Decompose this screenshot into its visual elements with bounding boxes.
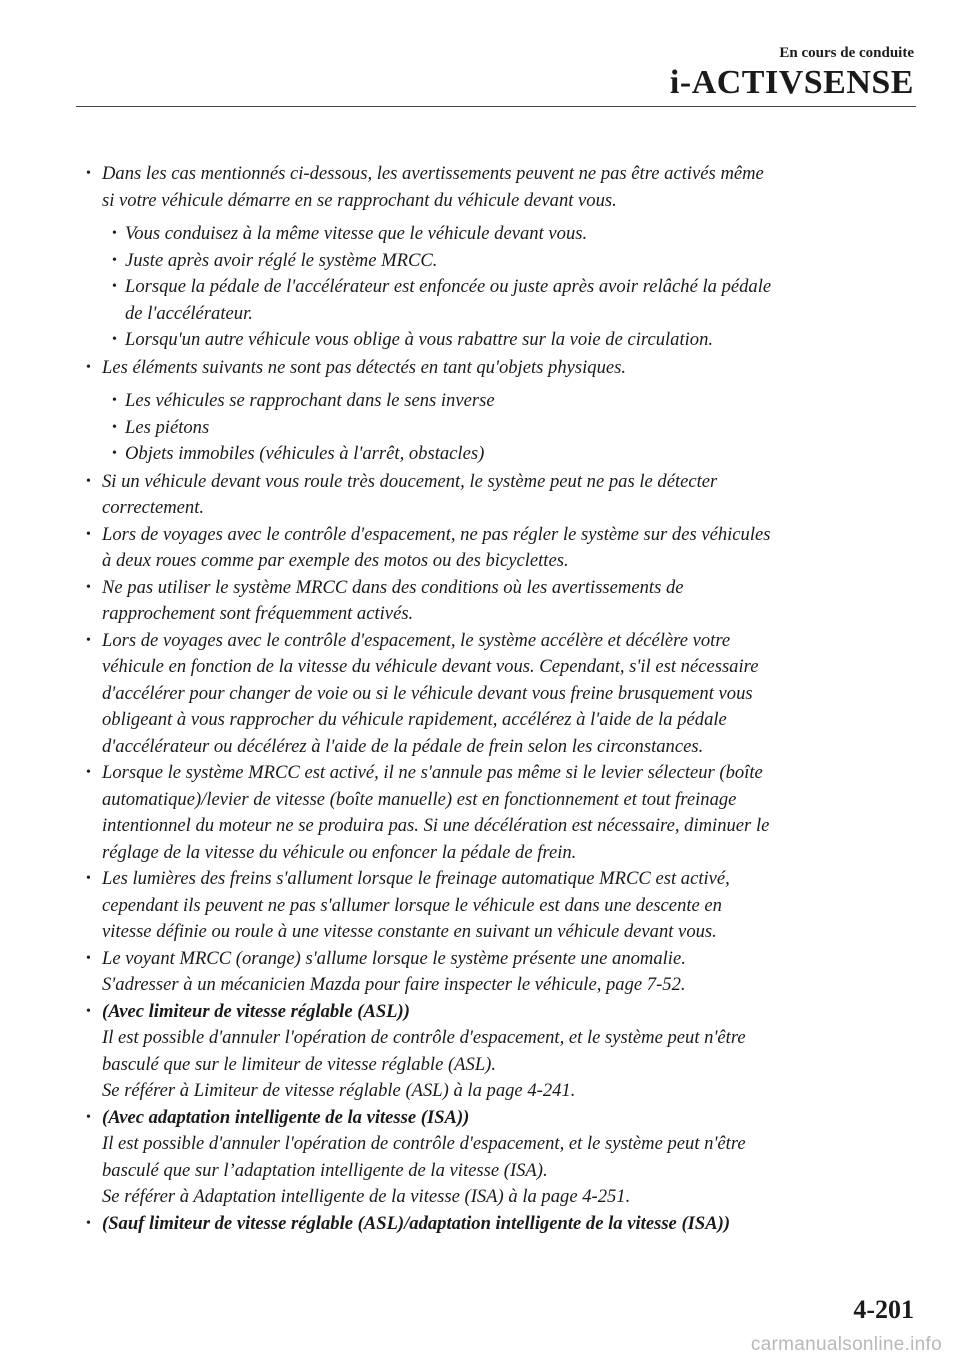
bullet-item (86, 575, 918, 628)
sub-bullet-item (112, 441, 918, 468)
text-line: de l'accélérateur. (125, 302, 253, 324)
bullet-title: (Avec adaptation intelligente de la vitesse (ISA)) (102, 1106, 470, 1128)
text-line: Ne pas utiliser le système MRCC dans des conditions où les avertissements de (102, 576, 684, 598)
text-line: Se référer à Limiteur de vitesse réglable (ASL) à la page 4-241. (102, 1080, 576, 1101)
sub-bullet-item (112, 221, 918, 248)
bullet-item (86, 760, 918, 866)
text-line: vitesse définie ou roule à une vitesse constante en suivant un véhicule devant vous. (102, 921, 717, 942)
text-line: Si un véhicule devant vous roule très doucement, le système peut ne pas le détecter (102, 470, 718, 492)
bullet-dot-icon: • (112, 279, 117, 294)
text-line: correctement. (102, 497, 205, 518)
bullet-title: (Sauf limiteur de vitesse réglable (ASL)/adaptation intelligente de la vitesse (ISA)) (102, 1212, 731, 1234)
sub-bullet-item (112, 327, 918, 354)
bullet-dot-icon: • (86, 950, 91, 966)
text-line: Les véhicules se rapprochant dans le sens inverse (125, 390, 495, 411)
text-line: Se référer à Adaptation intelligente de la vitesse (ISA) à la page 4-251. (102, 1186, 631, 1207)
watermark: carmanualsonline.info (750, 1334, 942, 1355)
text-line: d'accélérateur ou décélérez à l'aide de la pédale de frein selon les circonstances. (102, 735, 704, 757)
text-line: Dans les cas mentionnés ci-dessous, les avertissements peuvent ne pas être activés même (102, 163, 764, 184)
bullet-item (86, 866, 918, 946)
bullet-item (86, 946, 918, 999)
bullet-dot-icon: • (86, 871, 91, 886)
bullet-item (86, 628, 918, 761)
text-line: S'adresser à un mécanicien Mazda pour faire inspecter le véhicule, page 7-52. (102, 974, 686, 995)
text-line: Lorsqu'un autre véhicule vous oblige à vous rabattre sur la voie de circulation. (125, 329, 714, 350)
bullet-item (86, 522, 918, 575)
text-line: Les éléments suivants ne sont pas détectés en tant qu'objets physiques. (102, 356, 627, 378)
bullet-dot-icon: • (86, 166, 91, 181)
text-line: basculé que sur l’adaptation intelligente de la vitesse (ISA). (102, 1159, 548, 1181)
text-line: Vous conduisez à la même vitesse que le véhicule devant vous. (125, 223, 588, 244)
bullet-dot-icon: • (112, 226, 117, 241)
text-line: à deux roues comme par exemple des motos ou des bicyclettes. (102, 550, 569, 571)
text-line: Il est possible d'annuler l'opération de contrôle d'espacement, et le système peut n'être (102, 1027, 746, 1048)
bullet-dot-icon: • (112, 332, 117, 347)
bullet-item (86, 469, 918, 522)
bullet-item (86, 1211, 918, 1238)
bullet-dot-icon: • (86, 473, 91, 489)
text-line: Juste après avoir réglé le système MRCC. (125, 249, 438, 271)
text-line: si votre véhicule démarre en se rapprochant du véhicule devant vous. (102, 189, 617, 211)
bullet-dot-icon: • (86, 1109, 91, 1125)
bullet-dot-icon: • (86, 632, 91, 648)
text-line: Lorsque le système MRCC est activé, il ne s'annule pas même si le levier sélecteur (boîte (102, 762, 763, 783)
text-line: Les lumières des freins s'allument lorsque le freinage automatique MRCC est activé, (102, 868, 730, 889)
text-line: Il est possible d'annuler l'opération de contrôle d'espacement, et le système peut n'être (102, 1133, 746, 1154)
bullet-dot-icon: • (86, 526, 91, 542)
bullet-item (86, 161, 918, 214)
sub-bullet-item (112, 388, 918, 415)
header-rule (76, 106, 916, 107)
main-content (86, 161, 918, 1237)
page-number: 4-201 (853, 1295, 914, 1324)
text-line: obligeant à vous rapprocher du véhicule rapidement, accélérez à l'aide de la pédale (102, 709, 727, 730)
bullet-dot-icon: • (112, 393, 117, 408)
bullet-item (86, 355, 918, 382)
text-line: d'accélérer pour changer de voie ou si le véhicule devant vous freine brusquement vous (102, 682, 753, 704)
sub-bullet-item (112, 248, 918, 275)
text-line: automatique)/levier de vitesse (boîte manuelle) est en fonctionnement et tout freinage (102, 788, 737, 810)
bullet-dot-icon: • (86, 765, 91, 780)
text-line: Les piétons (125, 416, 210, 438)
bullet-dot-icon: • (86, 1003, 91, 1019)
text-line: Lors de voyages avec le contrôle d'espacement, le système accélère et décélère votre (102, 629, 731, 651)
page-header (670, 44, 914, 102)
text-line: cependant ils peuvent ne pas s'allumer lorsque le véhicule est dans une descente en (102, 894, 722, 916)
text-line: rapprochement sont fréquemment activés. (102, 603, 414, 624)
bullet-item (86, 999, 918, 1105)
sub-bullet-item (112, 415, 918, 442)
bullet-dot-icon: • (112, 419, 117, 435)
text-line: Lors de voyages avec le contrôle d'espacement, ne pas régler le système sur des véhicules (102, 523, 771, 545)
sub-list (86, 221, 918, 354)
text-line: Objets immobiles (véhicules à l'arrêt, obstacles) (125, 443, 485, 464)
bullet-dot-icon: • (112, 252, 117, 268)
bullet-dot-icon: • (86, 359, 91, 375)
text-line: réglage de la vitesse du véhicule ou enfoncer la pédale de frein. (102, 841, 577, 863)
text-line: intentionnel du moteur ne se produira pas. Si une décélération est nécessaire, diminuer le (102, 815, 770, 836)
bullet-item (86, 1105, 918, 1211)
text-line: basculé que sur le limiteur de vitesse réglable (ASL). (102, 1053, 497, 1075)
text-line: Le voyant MRCC (orange) s'allume lorsque le système présente une anomalie. (102, 947, 686, 969)
sub-list (86, 388, 918, 468)
text-line: Lorsque la pédale de l'accélérateur est enfoncée ou juste après avoir relâché la pédale (125, 276, 772, 297)
bullet-dot-icon: • (86, 579, 91, 595)
text-line: véhicule en fonction de la vitesse du véhicule devant vous. Cependant, s'il est nécessaire (102, 656, 759, 677)
section-title: En cours de conduite (779, 45, 914, 61)
chapter-title: i-ACTIVSENSE (669, 64, 914, 101)
bullet-dot-icon: • (112, 446, 117, 461)
sub-bullet-item (112, 274, 918, 327)
bullet-title: (Avec limiteur de vitesse réglable (ASL)) (102, 1000, 410, 1022)
bullet-dot-icon: • (86, 1215, 91, 1231)
